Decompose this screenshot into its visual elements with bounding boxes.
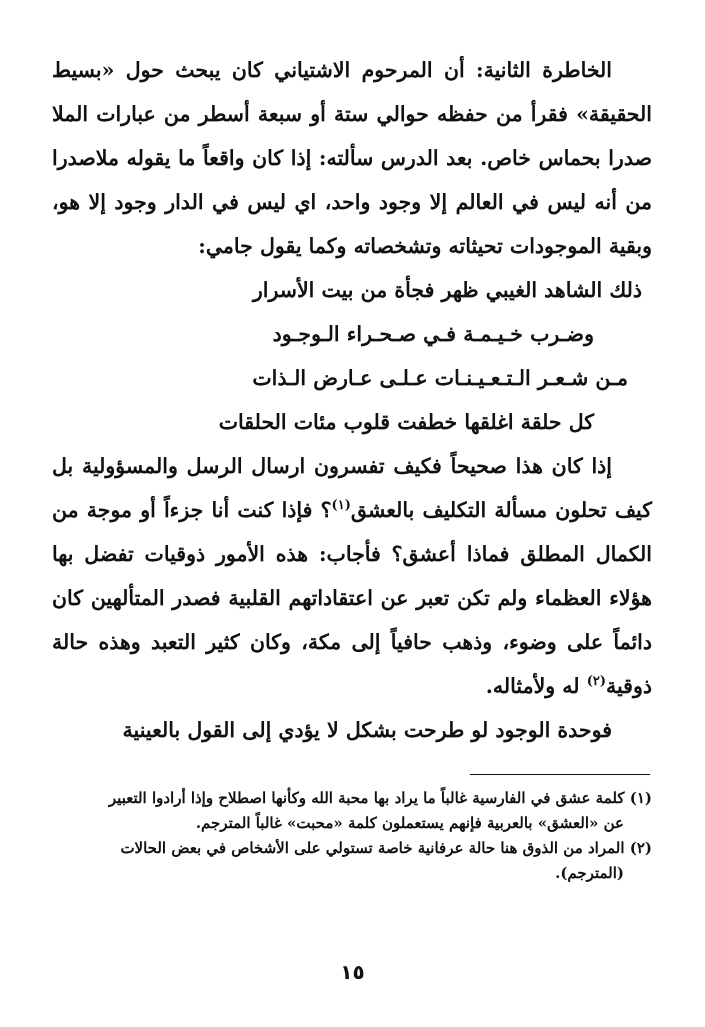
- footnote-1-line-2: عن «العشق» بالعربية فإنهم يستعملون كلمة «محبت» غالباً المترجم.: [195, 814, 624, 832]
- footnote-1-line-1: (١) كلمة عشق في الفارسية غالباً ما يراد بها محبة الله وكأنها اصطلاح وإذا أرادوا التعبير: [108, 789, 652, 807]
- paragraph-1: الخاطرة الثانية: أن المرحوم الاشتياني كان يبحث حول «بسيط الحقيقة» فقرأ من حفظه حوالي ستة أو سبعة أسطر من عبارات الملا صدرا بحماس خاص. بعد الدرس سألته: إذا كان واقعاً ما يقوله ملاصدرا من أنه ليس في العالم إلا وجود واحد، اي ليس في الدار وجود إلا هو، وبقية الموجودات تحيثاته وتشخصاته وكما يقول جامي:: [52, 58, 652, 258]
- paragraph-2-part-c: له ولأمثاله.: [485, 674, 587, 698]
- verse-line-4: كل حلقة اغلقها خطفت قلوب مئات الحلقات: [218, 410, 594, 434]
- verse-line-1: ذلك الشاهد الغيبي ظهر فجأة من بيت الأسرار: [252, 278, 642, 302]
- footnote-ref-1: (١): [331, 498, 351, 514]
- footnote-ref-2: (٢): [586, 674, 606, 690]
- verse-line-3: مـن شـعـر الـتـعـيـنـات عـلـى عـارض الـذات: [252, 366, 628, 390]
- paragraph-2-part-a: إذا كان هذا صحيحاً فكيف تفسرون ارسال الرسل والمسؤولية بل كيف تحلون مسألة التكليف بالعشق: [52, 454, 653, 522]
- paragraph-2: [52, 444, 652, 708]
- footnote-2-line-2: (المترجم).: [555, 864, 624, 882]
- main-text: [52, 48, 652, 752]
- footnote-divider: [470, 774, 650, 775]
- paragraph-2-part-b: ؟ فإذا كنت أنا جزءاً أو موجة من الكمال المطلق فماذا أعشق؟ فأجاب: هذه الأمور ذوقيات تفضل بها هؤلاء العظماء ولم تكن تعبر عن اعتقاداتهم القلبية فصدر المتألهين كان دائماً على وضوء، وذهب حافياً إلى مكة، وكان كثير التعبد وهذه حالة ذوقية: [52, 498, 652, 698]
- verse-line-2: وضـرب خـيـمـة فـي صـحـراء الـوجـود: [272, 322, 594, 346]
- footnote-2-line-1: (٢) المراد من الذوق هنا حالة عرفانية خاصة تستولي على الأشخاص في بعض الحالات: [120, 839, 652, 857]
- page-number: ١٥: [340, 960, 365, 984]
- paragraph-3: فوحدة الوجود لو طرحت بشكل لا يؤدي إلى القول بالعينية: [122, 718, 612, 742]
- footnotes: [52, 786, 652, 886]
